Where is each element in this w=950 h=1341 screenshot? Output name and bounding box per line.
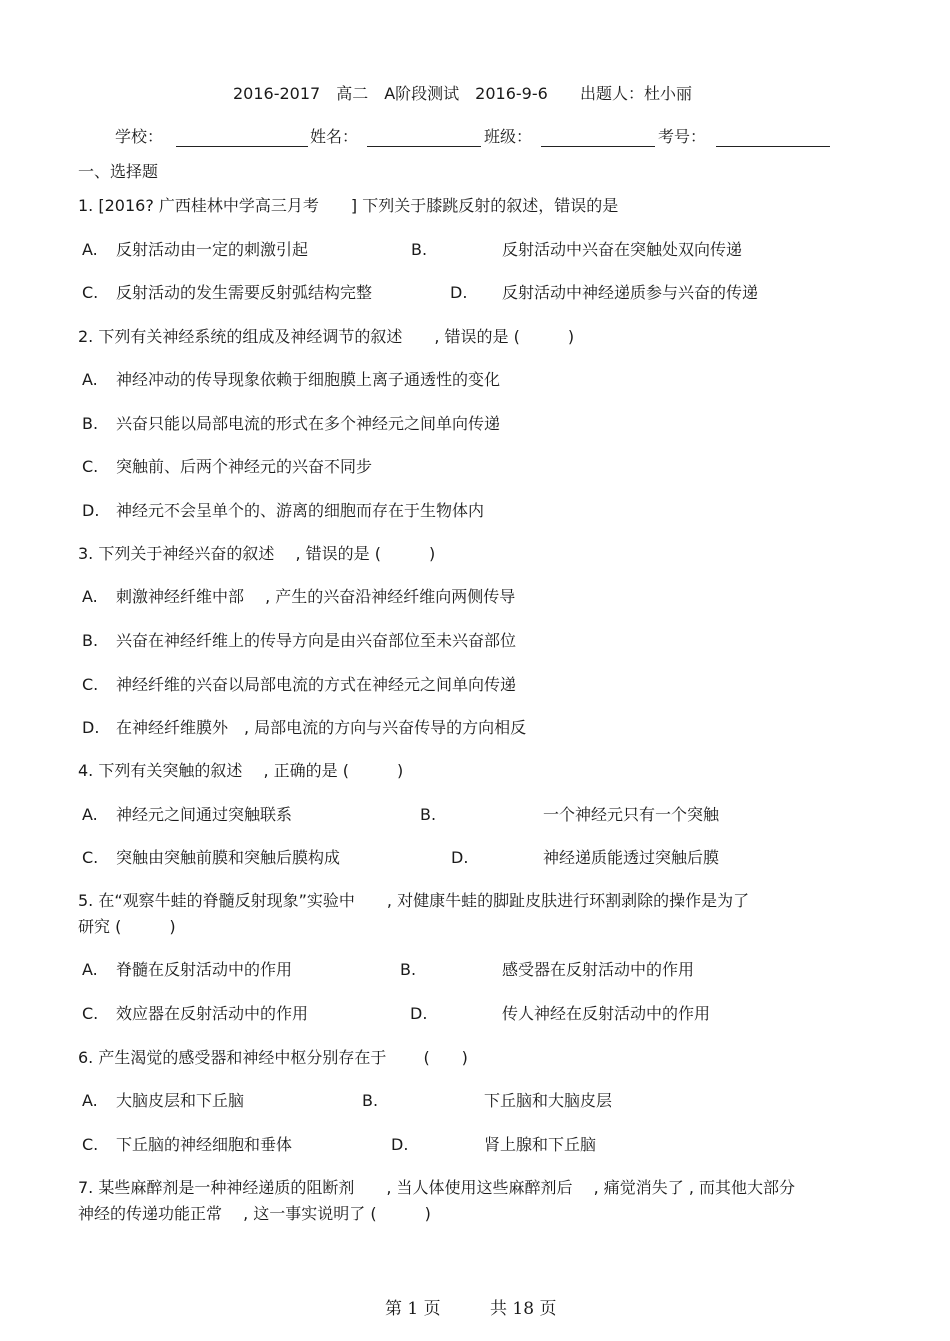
option-letter: A. — [82, 587, 98, 606]
option-letter: D. — [82, 718, 100, 737]
option-text: 神经元之间通过突触联系 — [116, 805, 293, 824]
option-text: 反射活动中神经递质参与兴奋的传递 — [502, 283, 759, 302]
section-title: 一、选择题 — [78, 162, 159, 181]
option-text: 反射活动由一定的刺激引起 — [116, 240, 309, 259]
question-stem: 5. 在“观察牛蛙的脊髓反射现象”实验中 , 对健康牛蛙的脚趾皮肤进行环割剥除的操作是为了 — [78, 891, 750, 910]
option-text: 反射活动的发生需要反射弧结构完整 — [116, 283, 373, 302]
option-text: 突触前、后两个神经元的兴奋不同步 — [116, 457, 373, 476]
option-letter: D. — [451, 848, 469, 867]
option-text: 感受器在反射活动中的作用 — [502, 960, 695, 979]
option-letter: C. — [82, 283, 99, 302]
option-letter: A. — [82, 370, 98, 389]
option-text: 神经元不会呈单个的、游离的细胞而存在于生物体内 — [116, 501, 485, 520]
option-text: 脊髓在反射活动中的作用 — [116, 960, 293, 979]
question-stem: 7. 某些麻醉剂是一种神经递质的阻断剂 , 当人体使用这些麻醉剂后 , 痛觉消失了 , 而其他大部分 — [78, 1178, 796, 1197]
option-letter: C. — [82, 675, 99, 694]
option-text: 下丘脑的神经细胞和垂体 — [116, 1135, 293, 1154]
option-letter: B. — [420, 805, 437, 824]
question-stem: 6. 产生渴觉的感受器和神经中枢分别存在于 ( ) — [78, 1048, 468, 1067]
question-stem: 2. 下列有关神经系统的组成及神经调节的叙述 , 错误的是 ( ) — [78, 327, 575, 346]
question-stem: 1. [2016? 广西桂林中学高三月考 ] 下列关于膝跳反射的叙述，错误的是 — [78, 196, 619, 215]
option-letter: A. — [82, 960, 98, 979]
option-text: 下丘脑和大脑皮层 — [484, 1091, 613, 1110]
option-letter: A. — [82, 805, 98, 824]
option-text: 神经冲动的传导现象依赖于细胞膜上离子通透性的变化 — [116, 370, 501, 389]
option-text: 一个神经元只有一个突触 — [543, 805, 720, 824]
option-text: 刺激神经纤维中部 , 产生的兴奋沿神经纤维向两侧传导 — [116, 587, 516, 606]
id-label: 考号： — [658, 127, 707, 146]
option-letter: C. — [82, 1004, 99, 1023]
option-letter: D. — [82, 501, 100, 520]
class-label: 班级： — [484, 127, 533, 146]
option-letter: C. — [82, 848, 99, 867]
name-label: 姓名： — [310, 127, 359, 146]
question-stem-line2: 研究 ( ) — [78, 917, 176, 936]
question-stem-line2: 神经的传递功能正常 , 这一事实说明了 ( ) — [78, 1204, 431, 1223]
school-label: 学校： — [115, 127, 164, 146]
option-letter: D. — [450, 283, 468, 302]
name-field[interactable] — [367, 128, 481, 147]
option-letter: B. — [411, 240, 428, 259]
option-letter: A. — [82, 1091, 98, 1110]
option-text: 兴奋在神经纤维上的传导方向是由兴奋部位至未兴奋部位 — [116, 631, 517, 650]
option-text: 神经递质能透过突触后膜 — [543, 848, 720, 867]
option-text: 反射活动中兴奋在突触处双向传递 — [502, 240, 743, 259]
school-field[interactable] — [176, 128, 308, 147]
option-text: 肾上腺和下丘脑 — [484, 1135, 597, 1154]
class-field[interactable] — [541, 128, 655, 147]
option-text: 神经纤维的兴奋以局部电流的方式在神经元之间单向传递 — [116, 675, 517, 694]
author-line: 出题人：杜小丽 — [580, 84, 693, 103]
option-letter: A. — [82, 240, 98, 259]
option-letter: D. — [410, 1004, 428, 1023]
option-text: 效应器在反射活动中的作用 — [116, 1004, 309, 1023]
option-text: 大脑皮层和下丘脑 — [116, 1091, 245, 1110]
option-letter: B. — [82, 414, 99, 433]
question-stem: 4. 下列有关突触的叙述 , 正确的是 ( ) — [78, 761, 404, 780]
option-text: 兴奋只能以局部电流的形式在多个神经元之间单向传递 — [116, 414, 501, 433]
question-stem: 3. 下列关于神经兴奋的叙述 , 错误的是 ( ) — [78, 544, 436, 563]
option-letter: B. — [362, 1091, 379, 1110]
page-number: 第 1 页 — [385, 1299, 441, 1319]
option-letter: C. — [82, 1135, 99, 1154]
page-total: 共 18 页 — [490, 1299, 557, 1319]
option-letter: B. — [82, 631, 99, 650]
option-letter: D. — [391, 1135, 409, 1154]
option-text: 传人神经在反射活动中的作用 — [502, 1004, 711, 1023]
option-letter: B. — [400, 960, 417, 979]
option-text: 突触由突触前膜和突触后膜构成 — [116, 848, 341, 867]
option-text: 在神经纤维膜外 , 局部电流的方向与兴奋传导的方向相反 — [116, 718, 527, 737]
id-field[interactable] — [716, 128, 830, 147]
option-letter: C. — [82, 457, 99, 476]
exam-title: 2016-2017 高二 A阶段测试 2016-9-6 — [233, 84, 548, 103]
